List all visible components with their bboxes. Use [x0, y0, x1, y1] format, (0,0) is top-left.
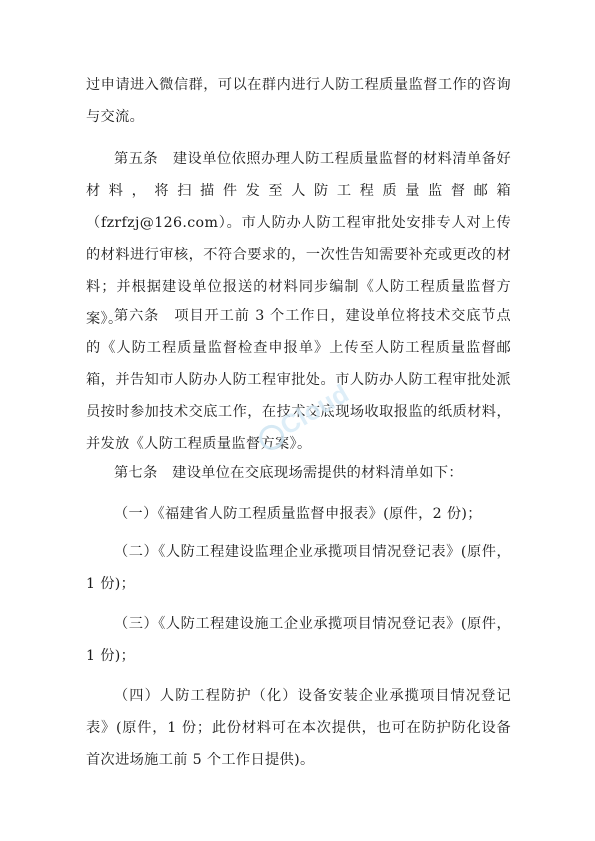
list-item-2: （二）《人防工程建设监理企业承揽项目情况登记表》(原件，1 份)；: [86, 544, 511, 592]
svg-text:Cloud: Cloud: [274, 378, 354, 441]
list-item-3: （三）《人防工程建设施工企业承揽项目情况登记表》(原件，1 份)；: [86, 616, 511, 664]
list-item-4: （四）人防工程防护（化）设备安装企业承揽项目情况登记表》(原件，1 份；此份材料可在本次提供，也可在防护防化设备首次进场施工前 5 个工作日提供)。: [86, 688, 511, 768]
article-5-paragraph: 第五条 建设单位依照办理人防工程质量监督的材料清单备好材料，将扫描件发至人防工程质量监督邮箱（fzrfzj@126.com）。市人防办人防工程审批处安排专人对上传的材料进行审核，不符合要求的，一次性告知需要补充或更改的材料；并根据建设单位报送的材料同步编制《人防工程质量监督方案》。: [86, 151, 511, 327]
article-6-paragraph: 第六条 项目开工前 3 个工作日，建设单位将技术交底节点的《人防工程质量监督检查申报单》上传至人防工程质量监督邮箱，并告知市人防办人防工程审批处。市人防办人防工程审批处派员按时参加技术交底工作，在技术交底现场收取报监的纸质材料，并发放《人防工程质量监督方案》。: [86, 308, 511, 452]
list-item-1: （一）《福建省人防工程质量监督申报表》(原件，2 份)；: [114, 506, 482, 522]
paragraph-continuation: 过申请进入微信群，可以在群内进行人防工程质量监督工作的咨询与交流。: [86, 77, 511, 125]
article-7-paragraph: 第七条 建设单位在交底现场需提供的材料清单如下：: [114, 465, 463, 481]
